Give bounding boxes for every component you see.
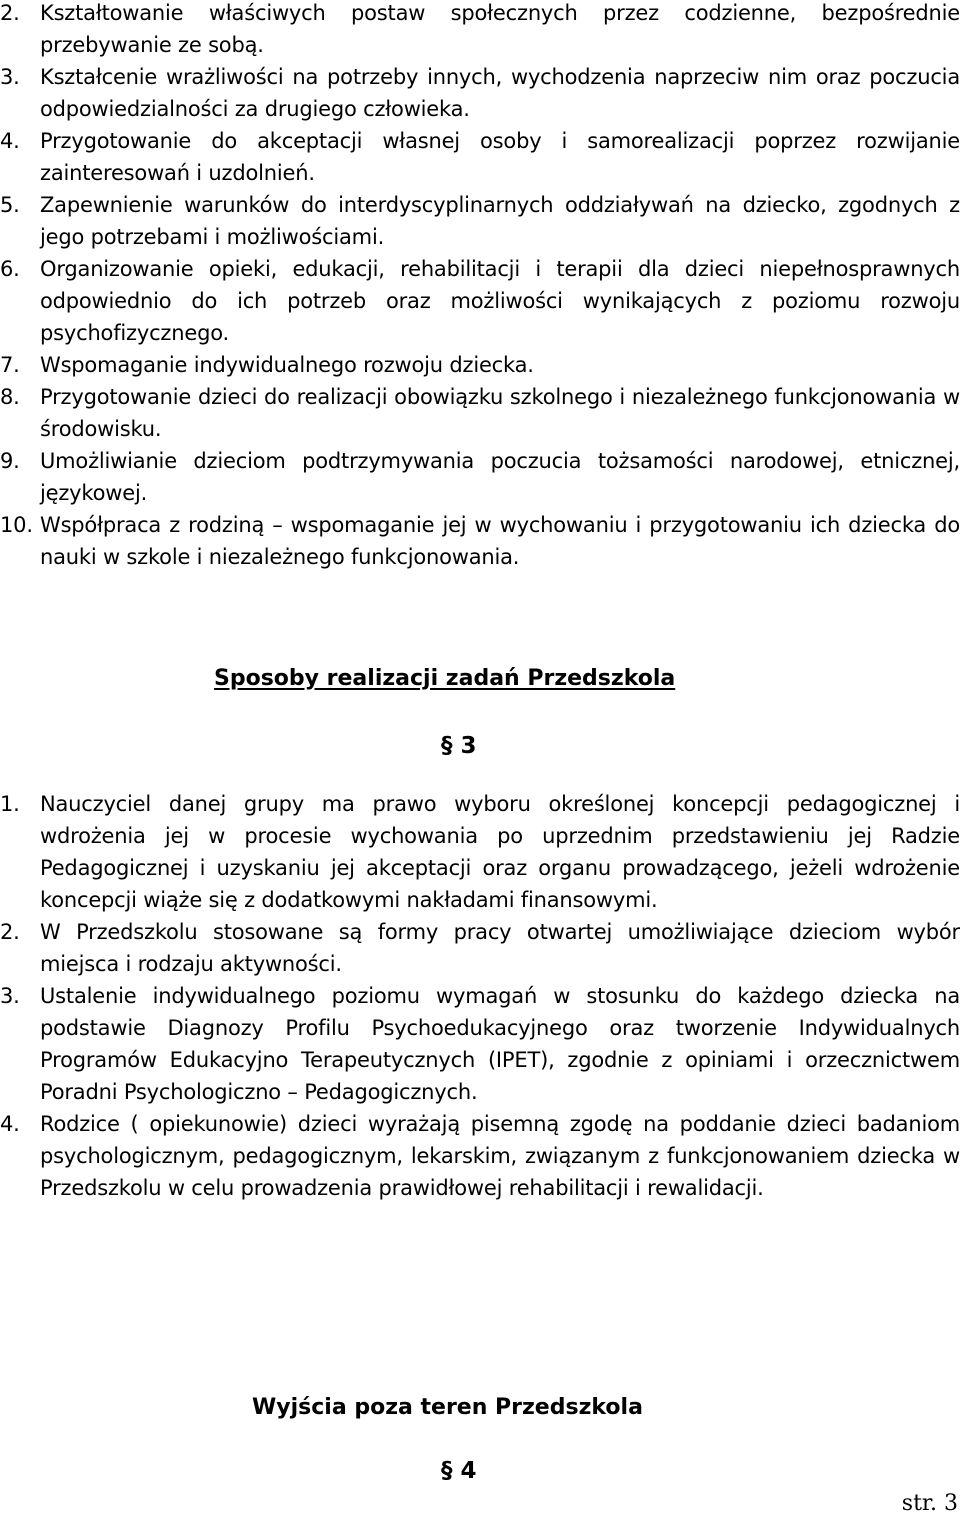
realization-list xyxy=(0,788,960,1204)
goals-list xyxy=(0,0,960,573)
paragraph-mark: § 3 xyxy=(441,733,477,759)
list-item xyxy=(0,980,960,1108)
list-item xyxy=(0,916,960,980)
item-text: Rodzice ( opiekunowie) dzieci wyrażają pisemną zgodę na poddanie dzieci badaniom psychologicznym, pedagogicznym, lekarskim, związanym z funkcjonowaniem dziecka w Przedszkolu w celu prowadzenia prawidłowej rehabilitacji i rewalidacji. xyxy=(40,1112,960,1200)
item-text: Organizowanie opieki, edukacji, rehabilitacji i terapii dla dzieci niepełnosprawnych odpowiednio do ich potrzeb oraz możliwości wynikających z poziomu rozwoju psychofizycznego. xyxy=(40,257,960,345)
item-number: 4. xyxy=(0,129,20,153)
item-text: Umożliwianie dzieciom podtrzymywania poczucia tożsamości narodowej, etnicznej, językowej. xyxy=(40,449,960,505)
item-text: Kształcenie wrażliwości na potrzeby innych, wychodzenia naprzeciw nim oraz poczucia odpowiedzialności za drugiego człowieka. xyxy=(40,65,960,121)
item-number: 5. xyxy=(0,193,20,217)
item-text: Współpraca z rodziną – wspomaganie jej w wychowaniu i przygotowaniu ich dziecka do nauki w szkole i niezależnego funkcjonowania. xyxy=(40,513,960,569)
list-item xyxy=(0,445,960,509)
item-number: 7. xyxy=(0,353,20,377)
item-number: 9. xyxy=(0,449,20,473)
section-heading: Wyjścia poza teren Przedszkola xyxy=(252,1395,643,1420)
item-text: Nauczyciel danej grupy ma prawo wyboru określonej koncepcji pedagogicznej i wdrożenia jej w procesie wychowania po uprzednim przedstawieniu jej Radzie Pedagogicznej i uzyskaniu jej akceptacji oraz organu prowadzącego, jeżeli wdrożenie koncepcji wiąże się z dodatkowymi nakładami finansowymi. xyxy=(40,792,960,912)
list-item xyxy=(0,253,960,349)
item-text: Przygotowanie do akceptacji własnej osoby i samorealizacji poprzez rozwijanie zainteresowań i uzdolnień. xyxy=(40,129,960,185)
item-text: Ustalenie indywidualnego poziomu wymagań w stosunku do każdego dziecka na podstawie Diagnozy Profilu Psychoedukacyjnego oraz tworzenie Indywidualnych Programów Edukacyjno Terapeutycznych (IPET), zgodnie z opiniami i orzecznictwem Poradni Psychologiczno – Pedagogicznych. xyxy=(40,984,960,1104)
item-number: 2. xyxy=(0,1,20,25)
item-text: Kształtowanie właściwych postaw społecznych przez codzienne, bezpośrednie przebywanie ze sobą. xyxy=(40,1,960,57)
paragraph-mark: § 4 xyxy=(441,1458,477,1484)
list-item xyxy=(0,0,960,61)
list-item xyxy=(0,509,960,573)
list-item xyxy=(0,61,960,125)
list-item xyxy=(0,189,960,253)
item-number: 3. xyxy=(0,65,20,89)
item-number: 1. xyxy=(0,792,20,816)
item-text: Przygotowanie dzieci do realizacji obowiązku szkolnego i niezależnego funkcjonowania w środowisku. xyxy=(40,385,960,441)
page-number: str. 3 xyxy=(901,1491,958,1516)
list-item xyxy=(0,788,960,916)
item-text: W Przedszkolu stosowane są formy pracy otwartej umożliwiające dzieciom wybór miejsca i rodzaju aktywności. xyxy=(40,920,960,976)
list-item xyxy=(0,349,960,381)
item-number: 8. xyxy=(0,385,20,409)
item-number: 2. xyxy=(0,920,20,944)
item-number: 3. xyxy=(0,984,20,1008)
section-heading: Sposoby realizacji zadań Przedszkola xyxy=(214,666,676,691)
list-item xyxy=(0,1108,960,1204)
list-item xyxy=(0,125,960,189)
item-number: 10. xyxy=(0,513,33,537)
item-text: Wspomaganie indywidualnego rozwoju dziecka. xyxy=(40,353,534,377)
item-number: 4. xyxy=(0,1112,20,1136)
item-number: 6. xyxy=(0,257,20,281)
item-text: Zapewnienie warunków do interdyscyplinarnych oddziaływań na dziecko, zgodnych z jego potrzebami i możliwościami. xyxy=(40,193,960,249)
list-item xyxy=(0,381,960,445)
